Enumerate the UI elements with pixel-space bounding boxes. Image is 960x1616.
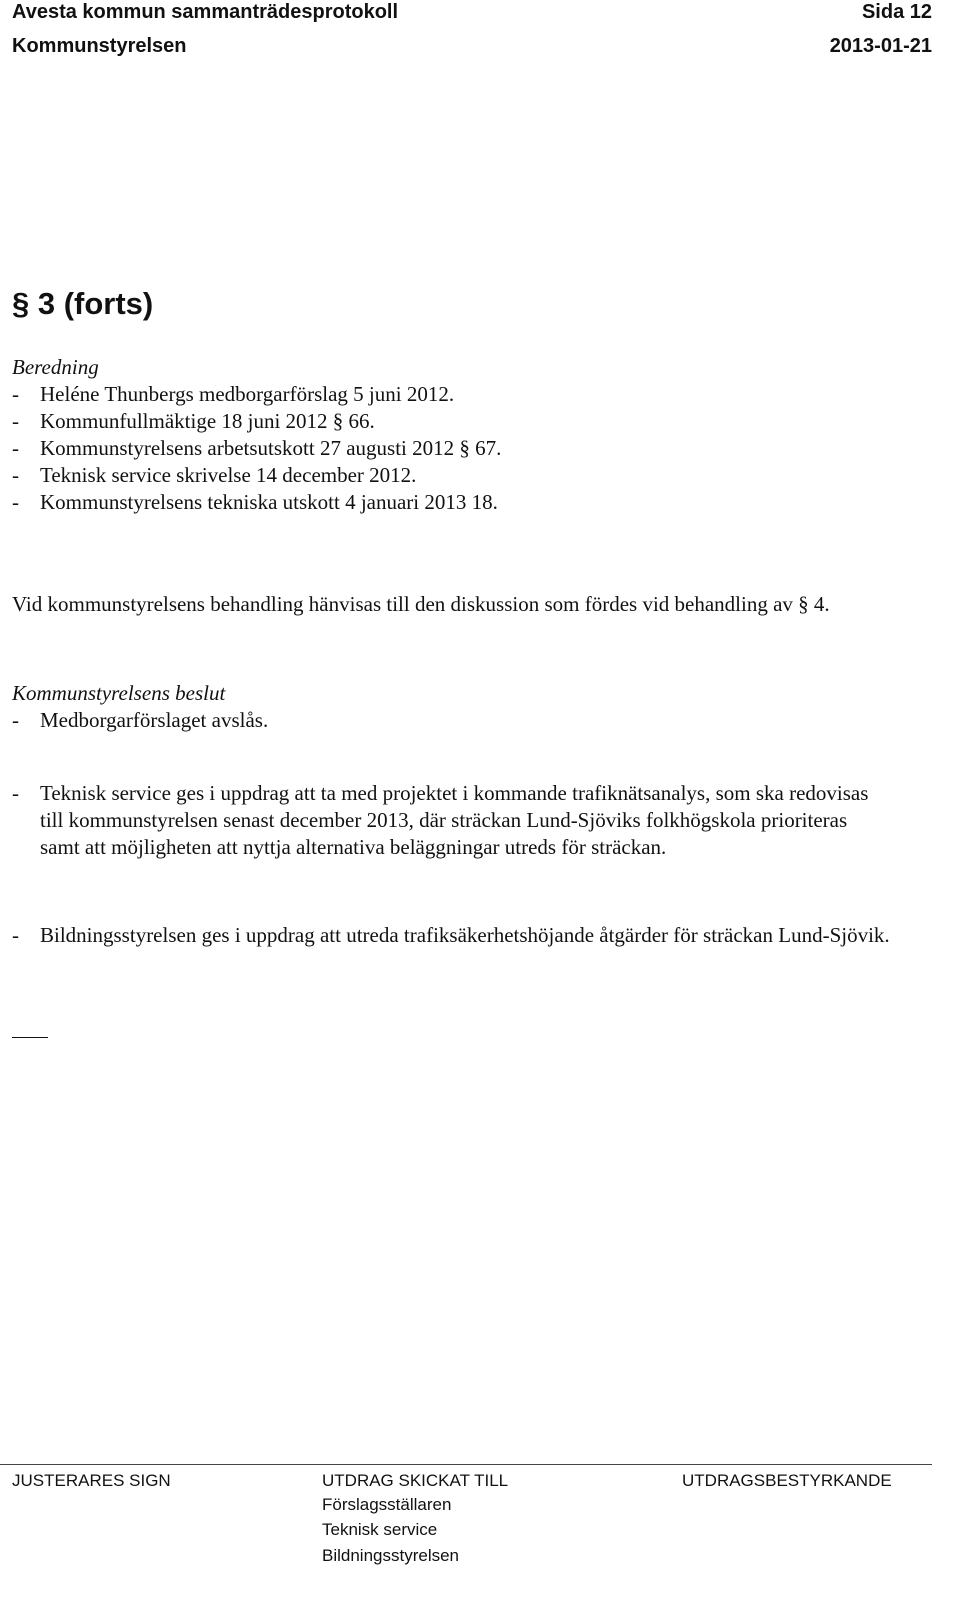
recipient-item: Teknisk service bbox=[322, 1520, 438, 1539]
decision-label: Kommunstyrelsens beslut bbox=[12, 681, 226, 705]
decision-item-text: Medborgarförslaget avslås. bbox=[40, 708, 269, 732]
list-item bbox=[12, 435, 501, 462]
section-heading: § 3 (forts) bbox=[12, 286, 154, 321]
preparation-item-text: Kommunstyrelsens tekniska utskott 4 januari 2013 18. bbox=[40, 490, 498, 514]
list-dash: - bbox=[12, 409, 19, 433]
document-title: Avesta kommun sammanträdesprotokoll bbox=[12, 1, 399, 23]
list-dash: - bbox=[12, 708, 19, 732]
footer-divider bbox=[0, 1464, 932, 1465]
preparation-item-text: Heléne Thunbergs medborgarförslag 5 juni 2012. bbox=[40, 382, 455, 406]
list-item bbox=[12, 408, 375, 435]
preparation-label: Beredning bbox=[12, 355, 99, 379]
preparation-item-text: Kommunstyrelsens arbetsutskott 27 augusti 2012 § 67. bbox=[40, 436, 502, 460]
list-item bbox=[12, 381, 454, 408]
list-dash: - bbox=[12, 490, 19, 514]
end-rule bbox=[12, 1037, 48, 1038]
page-number: Sida 12 bbox=[861, 1, 932, 23]
adjuster-sign-label: JUSTERARES SIGN bbox=[12, 1471, 171, 1490]
decision-item-text: Teknisk service ges i uppdrag att ta med projektet i kommande trafiknätsanalys, som ska redovisas till kommunstyrelsen senast december 2013, där sträckan Lund-Sjöviks folkhögskola prioriteras samt att möjligheten att nyttja alternativa beläggningar utreds för sträckan. bbox=[40, 781, 869, 859]
discussion-note: Vid kommunstyrelsens behandling hänvisas till den diskussion som fördes vid behandling av § 4. bbox=[12, 592, 830, 616]
recipient-item: Bildningsstyrelsen bbox=[322, 1546, 460, 1565]
extract-sent-to-label: UTDRAG SKICKAT TILL bbox=[322, 1471, 509, 1490]
list-item bbox=[12, 489, 498, 516]
list-item bbox=[12, 707, 268, 734]
list-dash: - bbox=[12, 436, 19, 460]
decision-item-text: Bildningsstyrelsen ges i uppdrag att utreda trafiksäkerhetshöjande åtgärder för sträckan Lund-Sjövik. bbox=[40, 923, 890, 947]
committee-name: Kommunstyrelsen bbox=[12, 35, 187, 57]
meeting-date: 2013-01-21 bbox=[829, 35, 932, 57]
extract-certified-label: UTDRAGSBESTYRKANDE bbox=[682, 1471, 892, 1490]
preparation-item-text: Kommunfullmäktige 18 juni 2012 § 66. bbox=[40, 409, 375, 433]
preparation-item-text: Teknisk service skrivelse 14 december 2012. bbox=[40, 463, 417, 487]
recipient-item: Förslagsställaren bbox=[322, 1495, 452, 1514]
list-dash: - bbox=[12, 463, 19, 487]
list-dash: - bbox=[12, 382, 19, 406]
list-item bbox=[12, 922, 892, 949]
list-dash: - bbox=[12, 781, 19, 805]
list-item bbox=[12, 462, 416, 489]
list-item bbox=[12, 780, 892, 861]
list-dash: - bbox=[12, 923, 19, 947]
